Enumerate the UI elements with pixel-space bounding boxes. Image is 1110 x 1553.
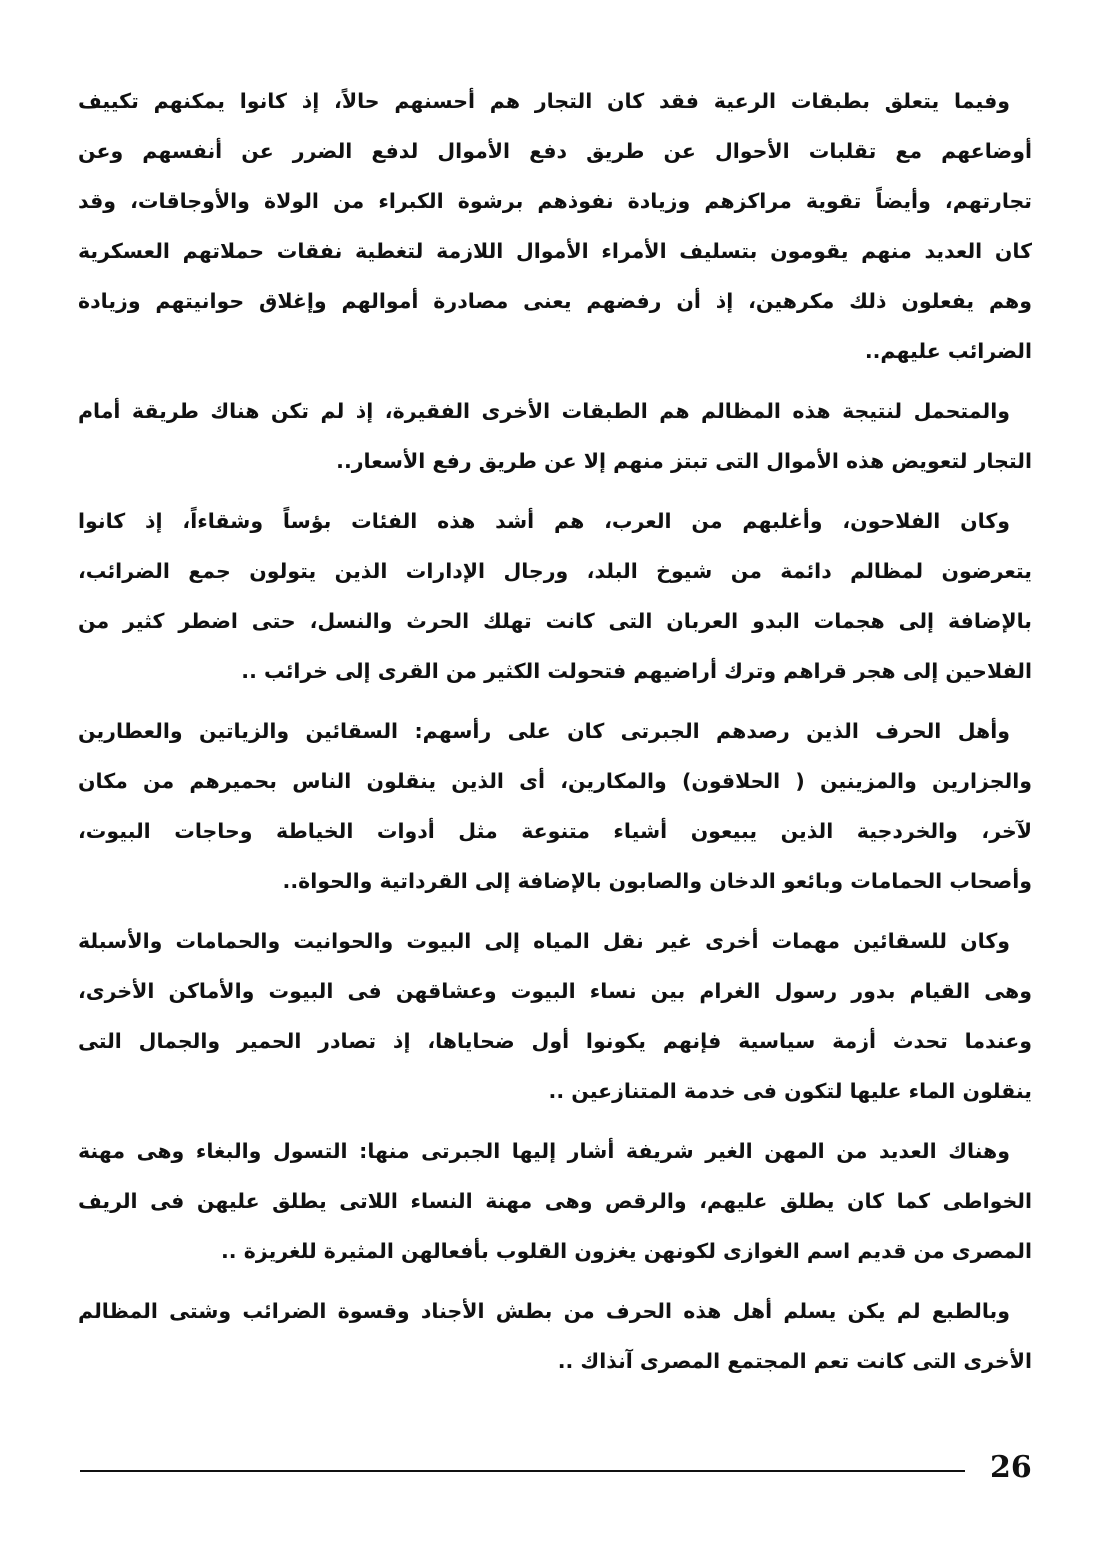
text-line: كان العديد منهم يقومون بتسليف الأمراء الأموال اللازمة لتغطية نفقات حملاتهم العسكرية <box>78 239 1032 263</box>
paragraph <box>78 496 1032 696</box>
text-line: وهم يفعلون ذلك مكرهين، إذ أن رفضهم يعنى مصادرة أموالهم وإغلاق حوانيتهم وزيادة <box>78 289 1032 313</box>
text-line: الخواطى كما كان يطلق عليهم، والرقص وهى مهنة النساء اللاتى يطلق عليهن فى الريف <box>78 1189 1032 1213</box>
text-normal: وهناك العديد من المهن الغير شريفة أشار إليها الجبرتى منها: <box>347 1139 1010 1163</box>
document-body <box>78 76 1032 1396</box>
text-line <box>78 1126 1032 1176</box>
text-line: وكان للسقائين مهمات أخرى غير نقل المياه إلى البيوت والحوانيت والحمامات والأسبلة <box>78 929 1010 953</box>
text-line: والمتحمل لنتيجة هذه المظالم هم الطبقات الأخرى الفقيرة، إذ لم تكن هناك طريقة أمام <box>78 399 1010 423</box>
text-line: وهى القيام بدور رسول الغرام بين نساء البيوت وعشاقهن فى البيوت والأماكن الأخرى، <box>78 979 1032 1003</box>
paragraph <box>78 1286 1032 1386</box>
paragraph <box>78 386 1032 486</box>
text-line: بالإضافة إلى هجمات البدو العربان التى كانت تهلك الحرث والنسل، حتى اضطر كثير من <box>78 609 1032 633</box>
text-line: وأهل الحرف الذين رصدهم الجبرتى كان على رأسهم: السقائين والزياتين والعطارين <box>78 719 1010 743</box>
text-line: يتعرضون لمظالم دائمة من شيوخ البلد، ورجال الإدارات الذين يتولون جمع الضرائب، <box>78 559 1032 583</box>
page-number: 26 <box>990 1450 1032 1485</box>
text-line: ينقلون الماء عليها لتكون فى خدمة المتنازعين .. <box>548 1079 1032 1103</box>
paragraph <box>78 916 1032 1116</box>
paragraph <box>78 706 1032 906</box>
text-line: لآخر، والخردجية الذين يبيعون أشياء متنوعة مثل أدوات الخياطة وحاجات البيوت، <box>78 819 1032 843</box>
text-line: والجزارين والمزينين ( الحلاقون) والمكارين، أى الذين ينقلون الناس بحميرهم من مكان <box>78 769 1032 793</box>
text-line: الفلاحين إلى هجر قراهم وترك أراضيهم فتحولت الكثير من القرى إلى خرائب .. <box>241 659 1032 683</box>
text-line: وكان الفلاحون، وأغلبهم من العرب، هم أشد هذه الفئات بؤساً وشقاءاً، إذ كانوا <box>78 509 1010 533</box>
text-line: تجارتهم، وأيضاً تقوية مراكزهم وزيادة نفوذهم برشوة الكبراء من الولاة والأوجاقات، وقد <box>78 189 1032 213</box>
text-bold: التسول والبغاء وهى مهنة <box>78 1139 348 1163</box>
paragraph <box>78 76 1032 376</box>
text-line: الأخرى التى كانت تعم المجتمع المصرى آنذاك .. <box>557 1349 1032 1373</box>
text-line: المصرى من قديم اسم الغوازى لكونهن يغزون القلوب بأفعالهن المثيرة للغريزة .. <box>221 1239 1032 1263</box>
paragraph <box>78 1126 1032 1276</box>
text-line: الضرائب عليهم.. <box>864 339 1032 363</box>
text-line: التجار لتعويض هذه الأموال التى تبتز منهم إلا عن طريق رفع الأسعار.. <box>336 449 1032 473</box>
text-line: وبالطبع لم يكن يسلم أهل هذه الحرف من بطش الأجناد وقسوة الضرائب وشتى المظالم <box>78 1299 1010 1323</box>
text-line: وفيما يتعلق بطبقات الرعية فقد كان التجار هم أحسنهم حالاً، إذ كانوا يمكنهم تكييف <box>78 89 1010 113</box>
footer-rule <box>80 1470 965 1472</box>
text-line: وعندما تحدث أزمة سياسية فإنهم يكونوا أول ضحاياها، إذ تصادر الحمير والجمال التى <box>78 1029 1032 1053</box>
text-line: وأصحاب الحمامات وبائعو الدخان والصابون بالإضافة إلى القرداتية والحواة.. <box>282 869 1032 893</box>
text-line: أوضاعهم مع تقلبات الأحوال عن طريق دفع الأموال لدفع الضرر عن أنفسهم وعن <box>78 139 1032 163</box>
